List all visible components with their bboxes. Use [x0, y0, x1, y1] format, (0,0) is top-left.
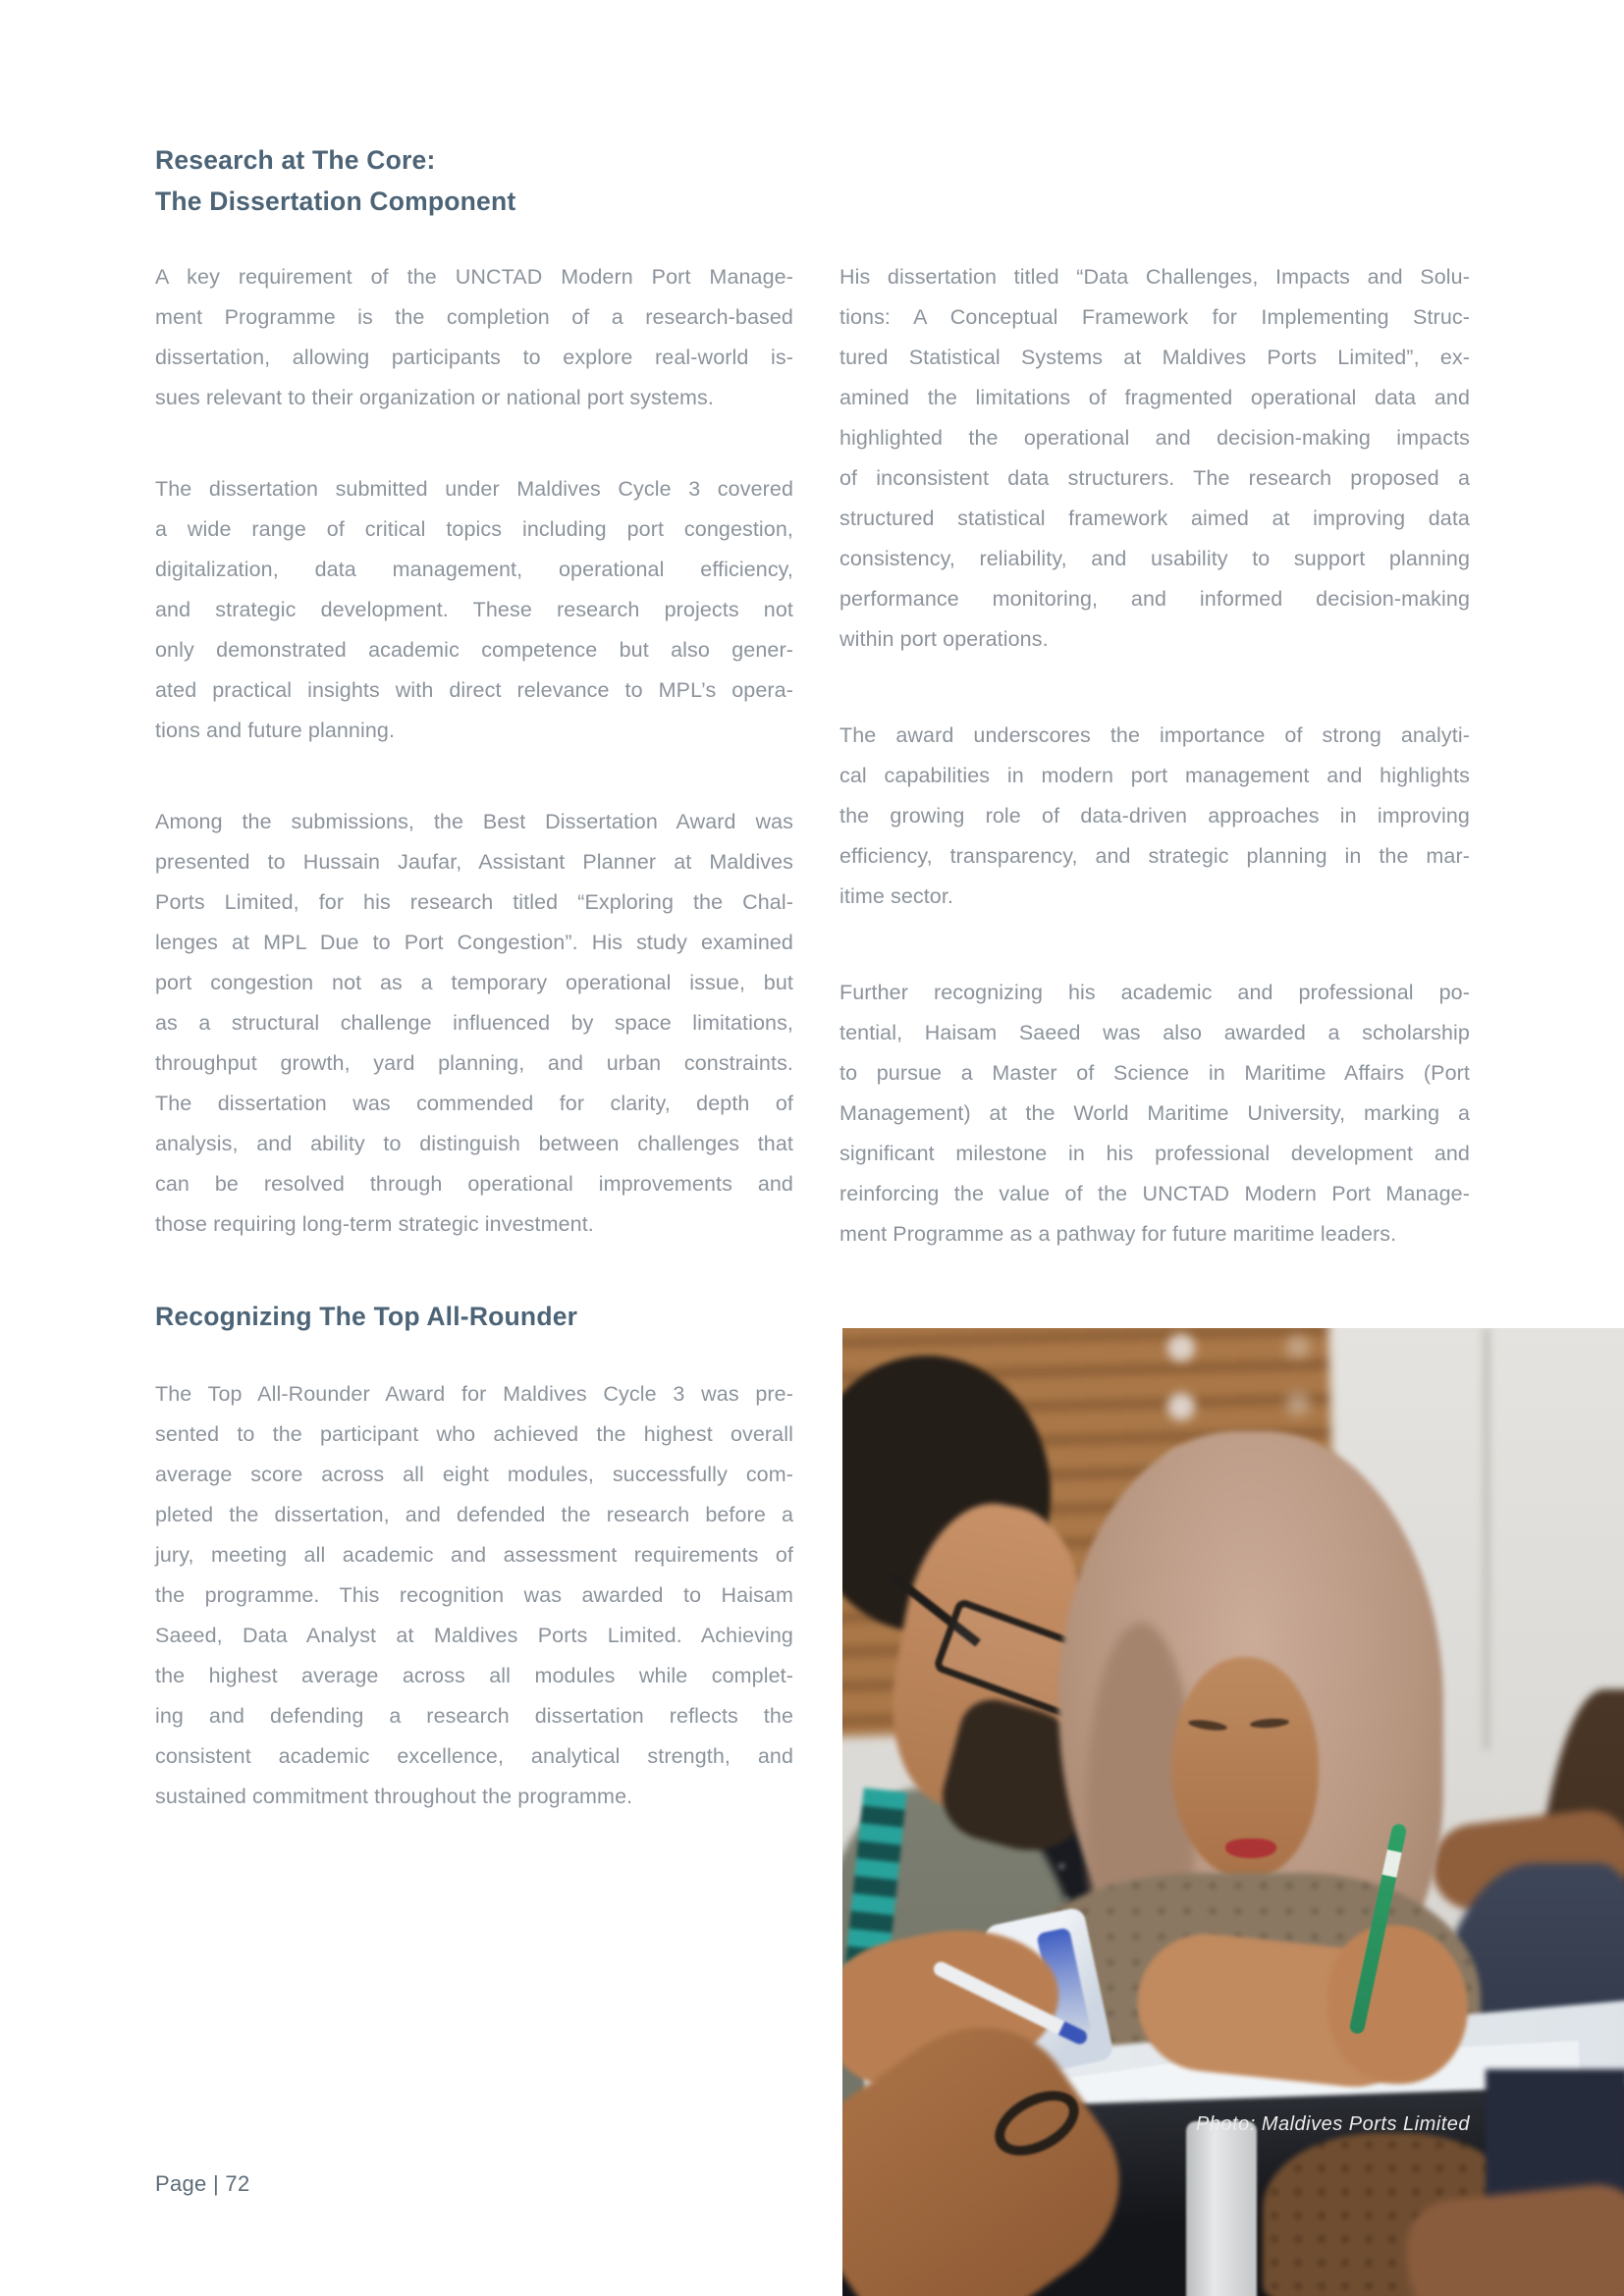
- text-line: sues relevant to their organization or national port systems.: [155, 386, 714, 409]
- text-line: ment Programme as a pathway for future maritime leaders.: [839, 1222, 1397, 1246]
- text-line: The dissertation was commended for clarity, depth of: [155, 1092, 793, 1115]
- heading-research-line1: Research at The Core:: [155, 145, 436, 175]
- section-heading-research: [155, 139, 793, 222]
- heading-research-line2: The Dissertation Component: [155, 187, 516, 216]
- text-line: tured Statistical Systems at Maldives Ports Limited”, ex-: [839, 346, 1470, 369]
- paragraph: [155, 257, 793, 418]
- text-line: ing and defending a research dissertation reflects the: [155, 1704, 793, 1728]
- text-line: ated practical insights with direct relevance to MPL’s opera-: [155, 678, 793, 702]
- text-line: to pursue a Master of Science in Maritime Affairs (Port: [839, 1061, 1470, 1085]
- text-line: digitalization, data management, operational efficiency,: [155, 558, 793, 581]
- paragraph: [839, 257, 1470, 660]
- text-line: structured statistical framework aimed at improving data: [839, 507, 1470, 530]
- right-column: [839, 257, 1470, 1255]
- text-line: performance monitoring, and informed decision-making: [839, 587, 1470, 611]
- photo-caption: Photo: Maldives Ports Limited: [1195, 2113, 1470, 2135]
- text-line: The award underscores the importance of strong analyti-: [839, 723, 1470, 747]
- text-line: the programme. This recognition was awarded to Haisam: [155, 1583, 793, 1607]
- paragraph: [839, 716, 1470, 917]
- left-column: [155, 139, 793, 1817]
- text-line: consistency, reliability, and usability to support planning: [839, 547, 1470, 570]
- text-line: the highest average across all modules while complet-: [155, 1664, 793, 1687]
- heading-all-rounder: Recognizing The Top All-Rounder: [155, 1302, 578, 1331]
- text-line: lenges at MPL Due to Port Congestion”. His study examined: [155, 931, 793, 954]
- photo-table-leg: [1186, 2121, 1257, 2296]
- photo-woman-lips: [1225, 1839, 1276, 1858]
- text-line: reinforcing the value of the UNCTAD Modern Port Manage-: [839, 1182, 1470, 1205]
- text-line: only demonstrated academic competence but also gener-: [155, 638, 793, 662]
- text-line: pleted the dissertation, and defended the research before a: [155, 1503, 793, 1526]
- text-line: dissertation, allowing participants to explore real-world is-: [155, 346, 793, 369]
- text-line: Among the submissions, the Best Dissertation Award was: [155, 810, 793, 833]
- text-line: itime sector.: [839, 884, 954, 908]
- text-line: His dissertation titled “Data Challenges, Impacts and Solu-: [839, 265, 1470, 289]
- text-line: amined the limitations of fragmented operational data and: [839, 386, 1470, 409]
- text-line: significant milestone in his professional development and: [839, 1142, 1470, 1165]
- page-number: Page | 72: [155, 2171, 250, 2196]
- text-line: tions: A Conceptual Framework for Implementing Struc-: [839, 305, 1470, 329]
- text-line: sented to the participant who achieved the highest overall: [155, 1422, 793, 1446]
- text-line: of inconsistent data structurers. The research proposed a: [839, 466, 1470, 490]
- text-line: highlighted the operational and decision-making impacts: [839, 426, 1470, 450]
- text-line: the growing role of data-driven approaches in improving: [839, 804, 1470, 828]
- text-line: as a structural challenge influenced by space limitations,: [155, 1011, 793, 1035]
- text-line: tions and future planning.: [155, 719, 396, 742]
- text-line: Saeed, Data Analyst at Maldives Ports Limited. Achieving: [155, 1624, 793, 1647]
- paragraph: [155, 1374, 793, 1817]
- text-line: Management) at the World Maritime University, marking a: [839, 1101, 1470, 1125]
- text-line: can be resolved through operational improvements and: [155, 1172, 793, 1196]
- text-line: The Top All-Rounder Award for Maldives Cycle 3 was pre-: [155, 1382, 793, 1406]
- text-line: cal capabilities in modern port management and highlights: [839, 764, 1470, 787]
- text-line: Ports Limited, for his research titled “Exploring the Chal-: [155, 890, 793, 914]
- text-line: efficiency, transparency, and strategic planning in the mar-: [839, 844, 1470, 868]
- text-line: sustained commitment throughout the programme.: [155, 1785, 633, 1808]
- text-line: within port operations.: [839, 627, 1049, 651]
- text-line: port congestion not as a temporary operational issue, but: [155, 971, 793, 994]
- photo-wall-edge: [1483, 1328, 1490, 1750]
- text-line: and strategic development. These research projects not: [155, 598, 793, 621]
- text-line: a wide range of critical topics including port congestion,: [155, 517, 793, 541]
- text-line: throughput growth, yard planning, and urban constraints.: [155, 1051, 793, 1075]
- text-line: analysis, and ability to distinguish between challenges that: [155, 1132, 793, 1155]
- text-line: those requiring long-term strategic investment.: [155, 1212, 594, 1236]
- text-line: tential, Haisam Saeed was also awarded a scholarship: [839, 1021, 1470, 1044]
- text-line: average score across all eight modules, successfully com-: [155, 1463, 793, 1486]
- paragraph: [155, 802, 793, 1245]
- paragraph: [155, 469, 793, 751]
- text-line: A key requirement of the UNCTAD Modern Port Manage-: [155, 265, 793, 289]
- text-line: jury, meeting all academic and assessment requirements of: [155, 1543, 793, 1567]
- text-line: presented to Hussain Jaufar, Assistant Planner at Maldives: [155, 850, 793, 874]
- text-line: The dissertation submitted under Maldives Cycle 3 covered: [155, 477, 793, 501]
- text-line: ment Programme is the completion of a research-based: [155, 305, 793, 329]
- text-line: Further recognizing his academic and professional po-: [839, 981, 1470, 1004]
- photo-maldives-ports: [842, 1328, 1624, 2296]
- paragraph: [839, 973, 1470, 1255]
- section-heading-all-rounder: [155, 1296, 793, 1337]
- text-line: consistent academic excellence, analytical strength, and: [155, 1744, 793, 1768]
